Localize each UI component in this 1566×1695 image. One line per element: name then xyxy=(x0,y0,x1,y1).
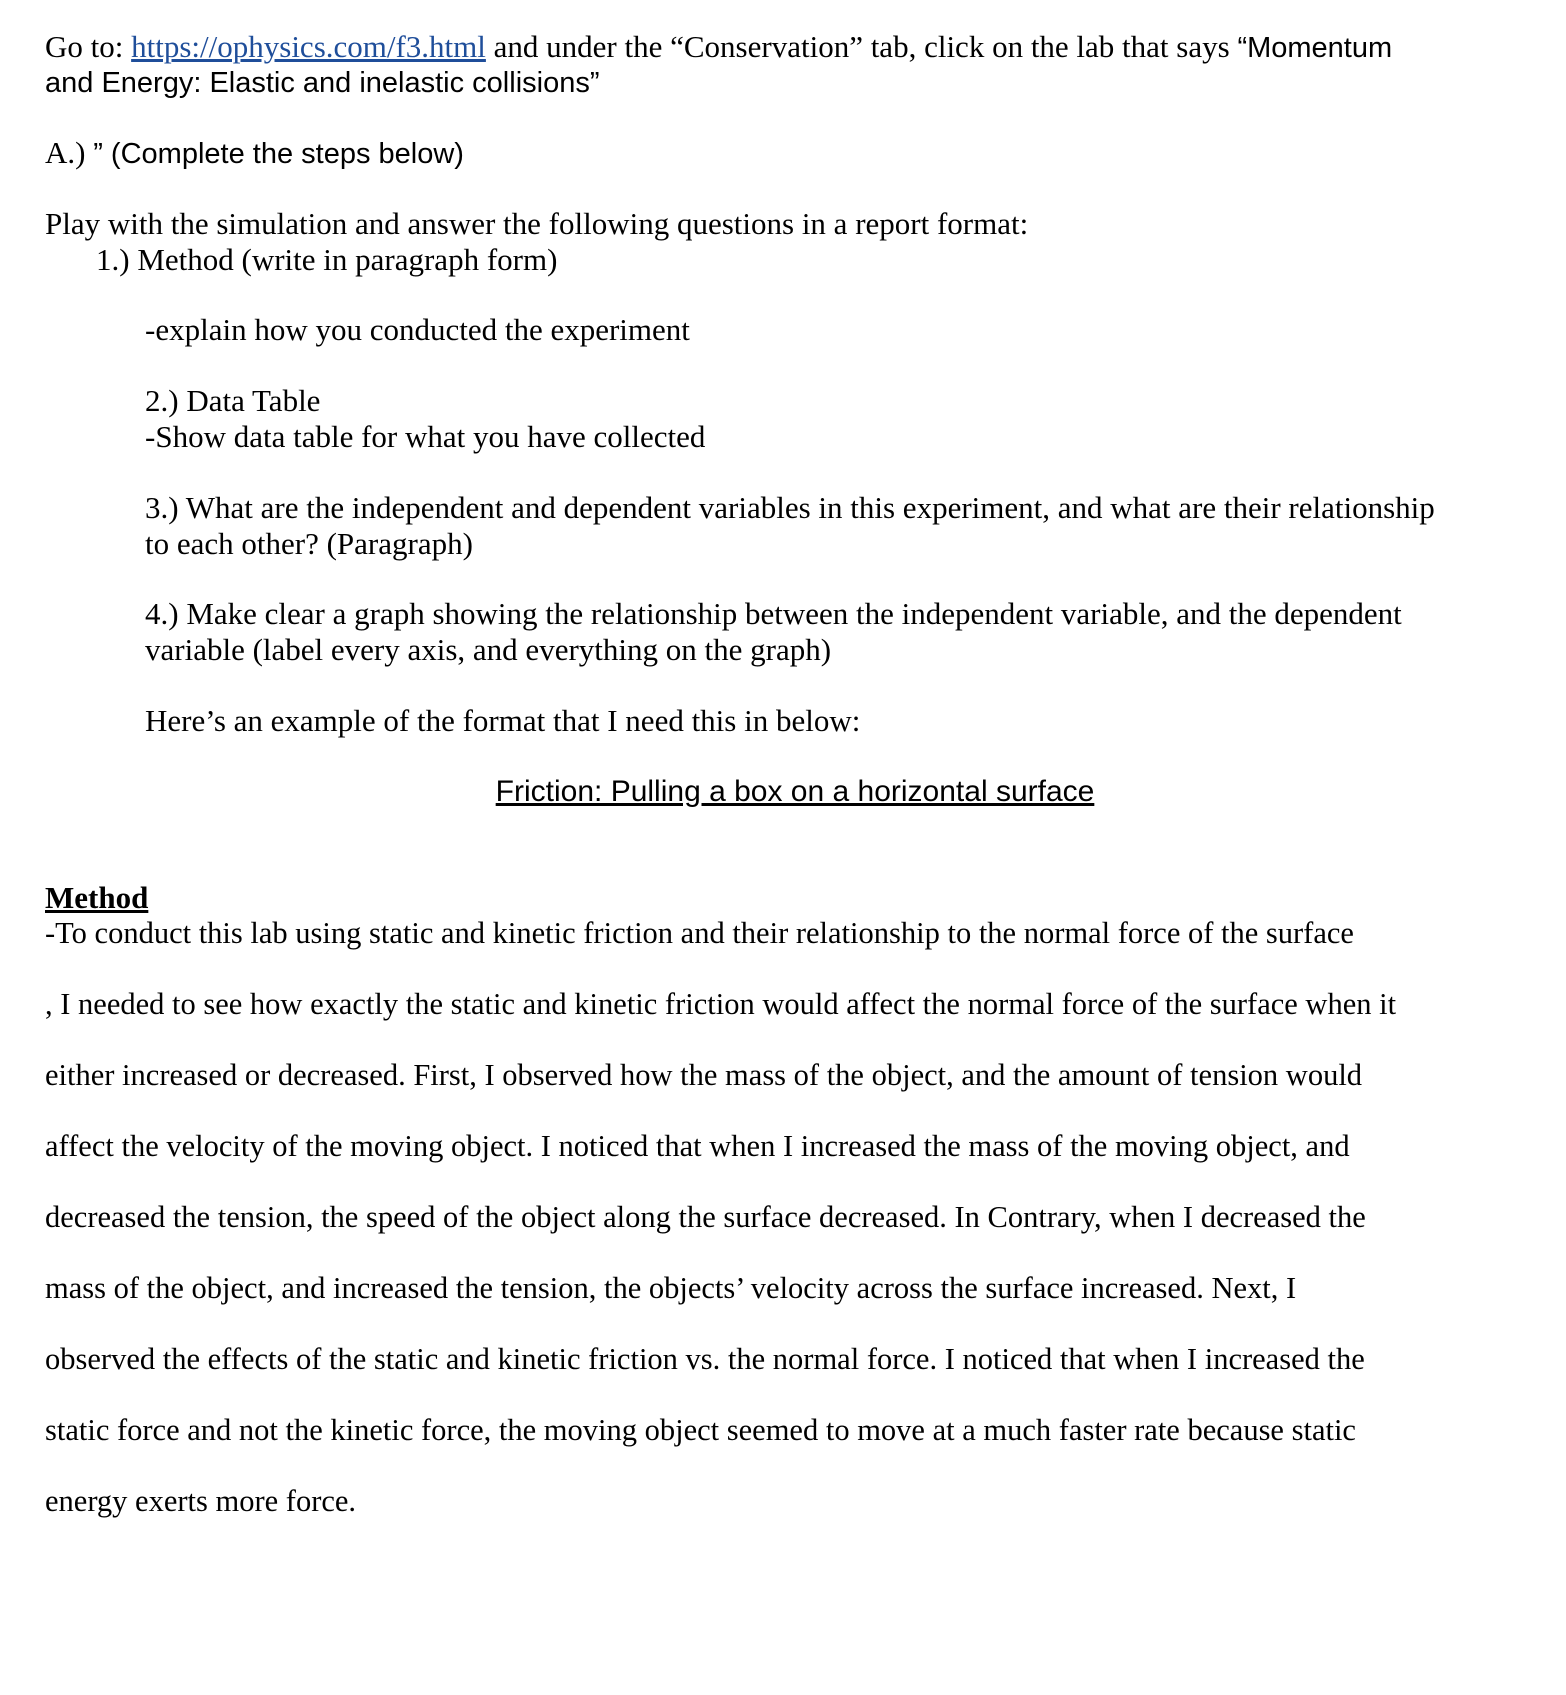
intro-suffix: and under the “Conservation” tab, click on the lab that says xyxy=(485,29,1238,64)
method-line: affect the velocity of the moving object. I noticed that when I increased the mass of the moving object, and xyxy=(45,1129,1350,1163)
question-3-line-2: to each other? (Paragraph) xyxy=(145,526,473,561)
method-line: static force and not the kinetic force, the moving object seemed to move at a much faster rate because static xyxy=(45,1413,1356,1447)
intro-line-1 xyxy=(45,28,1392,67)
method-line: -To conduct this lab using static and kinetic friction and their relationship to the normal force of the surface xyxy=(45,916,1354,950)
ophysics-link[interactable]: https://ophysics.com/f3.html xyxy=(131,29,486,64)
step-a xyxy=(45,134,464,173)
method-line: mass of the object, and increased the tension, the objects’ velocity across the surface increased. Next, I xyxy=(45,1271,1297,1305)
intro-suffix-sans: “Momentum xyxy=(1237,32,1393,64)
question-4-line-1: 4.) Make clear a graph showing the relationship between the independent variable, and the dependent xyxy=(145,596,1402,631)
method-line: energy exerts more force. xyxy=(45,1484,357,1518)
method-heading: Method xyxy=(45,880,149,915)
intro-prefix: Go to: xyxy=(45,29,132,64)
method-line: observed the effects of the static and kinetic friction vs. the normal force. I noticed that when I increased the xyxy=(45,1342,1365,1376)
question-1-label: 1.) Method (write in paragraph form) xyxy=(96,242,558,277)
step-a-label: A.) xyxy=(45,135,94,170)
intro-line-2: and Energy: Elastic and inelastic collisions” xyxy=(45,67,600,99)
method-line: either increased or decreased. First, I observed how the mass of the object, and the amount of tension would xyxy=(45,1058,1363,1092)
example-title: Friction: Pulling a box on a horizontal surface xyxy=(495,775,1095,808)
method-line: , I needed to see how exactly the static and kinetic friction would affect the normal force of the surface when it xyxy=(45,987,1397,1021)
question-3-line-1: 3.) What are the independent and dependent variables in this experiment, and what are their relationship xyxy=(145,490,1435,525)
step-a-text: ” (Complete the steps below) xyxy=(93,138,464,170)
example-note: Here’s an example of the format that I need this in below: xyxy=(145,703,861,738)
instructions-text: Play with the simulation and answer the following questions in a report format: xyxy=(45,206,1029,241)
question-4-line-2: variable (label every axis, and everything on the graph) xyxy=(145,632,832,667)
question-2-detail: -Show data table for what you have collected xyxy=(145,419,706,454)
method-line: decreased the tension, the speed of the object along the surface decreased. In Contrary, when I decreased the xyxy=(45,1200,1366,1234)
question-2-label: 2.) Data Table xyxy=(145,383,321,418)
question-1-detail: -explain how you conducted the experiment xyxy=(145,312,690,347)
